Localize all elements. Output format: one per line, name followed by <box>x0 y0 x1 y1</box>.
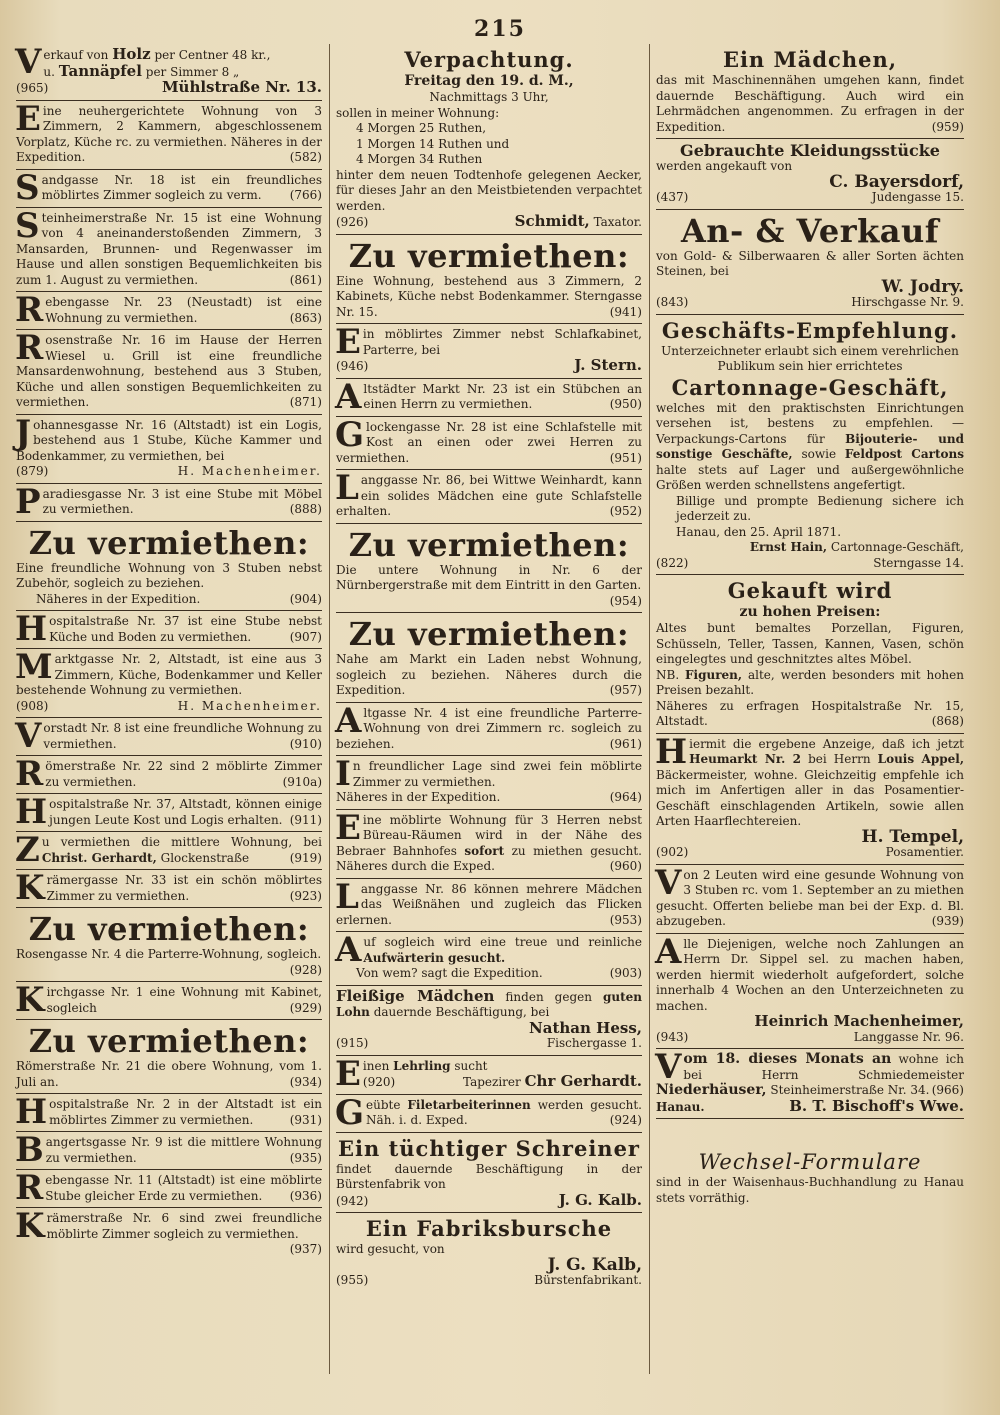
ad-number: (902) <box>656 845 689 859</box>
ad-text: Näheres in der Expedition. <box>36 591 201 606</box>
ad-signature: Nathan Hess, <box>529 1018 642 1037</box>
ad-582 <box>15 98 322 170</box>
drop-cap: B <box>15 1130 44 1170</box>
ad-number: (953) <box>609 912 642 927</box>
ad-bold: sofort <box>464 843 505 858</box>
ad-954 <box>336 524 642 614</box>
ad-number: (582) <box>289 150 322 164</box>
ad-text: Tapezirer <box>463 1075 521 1089</box>
ad-heading: Geschäfts-Empfehlung. <box>661 317 959 343</box>
ad-number: (959) <box>931 119 964 134</box>
ad-number: (941) <box>609 304 642 319</box>
drop-cap: H <box>655 731 688 772</box>
ad-907 <box>16 611 322 649</box>
drop-cap: E <box>335 807 361 848</box>
drop-cap: L <box>335 876 359 917</box>
ad-number: (951) <box>609 450 642 465</box>
ad-943 <box>655 931 964 1050</box>
ad-966 <box>656 1049 964 1119</box>
ad-437 <box>656 139 964 210</box>
ad-text: Die untere Wohnung in Nr. 6 der Nürnbergerstraße mit dem Eintritt in den Garten. <box>336 562 642 592</box>
ad-signature: Schmidt, <box>514 212 590 230</box>
ad-text: Posamentier. <box>885 845 964 859</box>
ad-heading: Ein tüchtiger Schreiner <box>338 1135 640 1161</box>
drop-cap: V <box>15 716 42 756</box>
ad-number: (903) <box>609 966 642 980</box>
ad-text: dauernde Beschäftigung, bei <box>373 1005 550 1019</box>
ad-903 <box>336 932 642 986</box>
ad-address: Fischergasse 1. <box>546 1036 642 1050</box>
drop-cap: V <box>15 42 42 82</box>
ad-number: (955) <box>336 1273 369 1287</box>
ad-signature: J. G. Kalb, <box>547 1254 642 1275</box>
ad-text: Eine freundliche Wohnung von 3 Stuben nebst Zubehör, sogleich zu beziehen. <box>16 560 322 590</box>
ad-signature: B. T. Bischoff's Wwe. <box>789 1096 964 1115</box>
ad-941 <box>336 235 642 325</box>
ad-text: per Centner 48 kr., <box>154 48 271 62</box>
drop-cap: R <box>15 290 44 330</box>
ad-911 <box>16 794 322 832</box>
ad-heading: Zu vermiethen: <box>348 615 630 653</box>
ad-bold: Heumarkt Nr. 2 <box>689 752 802 766</box>
ad-number: (961) <box>609 736 642 751</box>
ad-number: (879) <box>16 464 49 478</box>
ad-902 <box>655 731 964 865</box>
drop-cap: M <box>15 647 53 687</box>
ad-number: (935) <box>289 1150 322 1165</box>
ad-text: rämergasse Nr. 33 ist ein schön möblirtes Zimmer zu vermiethen. <box>46 873 322 903</box>
ad-bold: Lehrling <box>393 1058 451 1073</box>
ad-heading: Gebrauchte Kleidungsstücke <box>680 141 940 160</box>
ad-text: on 2 Leuten wird eine gesunde Wohnung von 3 Stuben rc. vom 1. September an zu miethen gesucht. Offerten beliebe man bei der Exp. d. Bl. abzugeben. <box>656 867 964 928</box>
drop-cap: A <box>335 376 362 417</box>
ad-text: ohannesgasse Nr. 16 (Altstadt) ist ein Logis, bestehend aus 1 Stube, Küche Kammer und Bodenkammer, zu vermiethen, bei <box>16 417 322 463</box>
ad-bold: guten Lohn <box>336 989 642 1019</box>
ad-960 <box>335 807 642 879</box>
ad-text: wird gesucht, von <box>336 1242 445 1256</box>
ad-number: (861) <box>289 272 322 287</box>
drop-cap: L <box>335 468 359 508</box>
ad-text: orstadt Nr. 8 ist eine freundliche Wohnung zu vermiethen. <box>43 721 322 751</box>
ad-text: von Gold- & Silberwaaren & aller Sorten ächten Steinen, bei <box>656 248 964 278</box>
ad-heading: Ein Fabriksbursche <box>365 1216 613 1241</box>
ad-text: uf sogleich wird eine treue und reinliche <box>363 935 642 949</box>
ad-number: (928) <box>289 962 322 977</box>
ad-text: ine neuhergerichtete Wohnung von 3 Zimmern, 2 Kammern, abgeschlossenem Vorplatz, Küche rc. zu vermiethen. Näheres in der Expedition. <box>16 103 322 164</box>
ad-holz <box>16 44 322 101</box>
ad-951 <box>335 414 642 471</box>
ad-text: finden gegen <box>505 989 592 1004</box>
ad-text: per Simmer 8 „ <box>145 64 240 79</box>
column-3 <box>656 44 964 1209</box>
ad-931 <box>16 1094 322 1132</box>
drop-cap: I <box>335 754 351 794</box>
ad-915 <box>336 986 642 1056</box>
ad-number: (942) <box>336 1193 369 1208</box>
ad-number: (950) <box>609 397 642 411</box>
ad-822 <box>656 315 964 576</box>
column-rule <box>329 44 330 1374</box>
drop-cap: V <box>655 862 682 903</box>
ad-text: erkauf von <box>43 48 109 62</box>
ad-920 <box>335 1053 642 1095</box>
ad-text: Taxator. <box>593 215 642 229</box>
ad-939 <box>655 862 964 934</box>
ad-text: ebengasse Nr. 11 (Altstadt) ist eine möblirte Stube gleicher Erde zu vermiethen. <box>45 1173 322 1203</box>
ad-signature: Ernst Hain, <box>749 540 828 554</box>
ad-heading: Zu vermiethen: <box>348 236 630 275</box>
ad-text: Nachmittags 3 Uhr, <box>429 90 549 104</box>
ad-subheading: zu hohen Preisen: <box>739 604 881 620</box>
ad-number: (915) <box>336 1036 369 1050</box>
ad-heading: An- & Verkauf <box>680 211 940 250</box>
ad-signature: H. Tempel, <box>861 826 964 847</box>
ad-number: (863) <box>289 310 322 325</box>
ad-text: Unterzeichneter erlaubt sich einem verehrlichen Publikum sein hier errichtetes <box>661 343 959 373</box>
ad-text: Cartonnage-Geschäft, <box>830 540 964 554</box>
ad-wechsel <box>656 1119 964 1209</box>
column-1 <box>16 44 322 1261</box>
ad-address: Mühlstraße Nr. 13. <box>161 78 322 96</box>
ad-number: (437) <box>656 190 689 204</box>
ad-number: (822) <box>656 555 689 570</box>
ad-address: Hirschgasse Nr. 9. <box>851 295 964 309</box>
drop-cap: A <box>655 931 682 972</box>
drop-cap: A <box>335 700 362 741</box>
ad-number: (936) <box>289 1188 322 1203</box>
drop-cap: A <box>335 930 362 970</box>
ad-text: bei Herrn <box>808 752 871 766</box>
ad-number: (766) <box>289 188 322 202</box>
ad-904 <box>16 522 322 612</box>
column-rule <box>649 44 650 1374</box>
ad-text: Billige und prompte Bedienung sichere ich jederzeit zu. <box>676 493 964 523</box>
drop-cap: V <box>655 1047 682 1087</box>
ad-text: ömerstraße Nr. 22 sind 2 möblirte Zimmer zu vermiethen. <box>45 759 322 789</box>
ad-number: (907) <box>289 629 322 644</box>
ad-text: 4 Morgen 34 Ruthen <box>356 152 483 166</box>
ad-number: (911) <box>289 812 322 827</box>
ad-number: (910a) <box>282 774 322 789</box>
ad-923 <box>16 870 322 908</box>
ad-text: sollen in meiner Wohnung: <box>336 105 500 120</box>
drop-cap: S <box>15 167 40 208</box>
ad-number: (904) <box>289 591 322 606</box>
drop-cap: K <box>15 1206 45 1246</box>
ad-926 <box>336 44 642 235</box>
ad-bold: Tannäpfel <box>58 61 142 80</box>
ad-heading: Zu vermiethen: <box>348 525 630 564</box>
ad-place: Hanau. <box>656 1099 705 1114</box>
ad-text: Römerstraße Nr. 21 die obere Wohnung, vom 1. Juli an. <box>16 1059 322 1089</box>
ad-text: teinheimerstraße Nr. 15 ist eine Wohnung von 4 aneinanderstoßenden Zimmern, 3 Mansarden, Brunnen- und Regenwasser im Hause und allen sonstigen Bequemlichkeiten bis zum 1. August zu vermiethen. <box>16 210 322 287</box>
ad-text: andgasse Nr. 18 ist ein freundliches möblirtes Zimmer sogleich zu verm. <box>41 172 322 202</box>
ad-text: werden gesucht. Näh. i. d. Exped. <box>366 1097 642 1127</box>
drop-cap: K <box>15 868 45 908</box>
ad-number: (923) <box>289 888 322 903</box>
ad-928 <box>16 908 322 982</box>
drop-cap: H <box>15 792 48 832</box>
ad-910a <box>16 756 322 794</box>
ad-signature: Chr Gerhardt. <box>524 1072 642 1090</box>
ad-text: 4 Morgen 25 Ruthen, <box>356 121 487 135</box>
ad-number: (843) <box>656 295 689 309</box>
ad-heading: Gekauft wird <box>727 578 893 603</box>
ad-953 <box>335 876 642 933</box>
ad-text: eübte <box>366 1097 401 1112</box>
drop-cap: K <box>15 980 45 1020</box>
drop-cap: H <box>15 609 48 649</box>
ad-number: (964) <box>609 790 642 804</box>
ad-text: ebengasse Nr. 23 (Neustadt) ist eine Wohnung zu vermiethen. <box>45 295 322 325</box>
drop-cap: J <box>15 412 32 453</box>
ad-text: sowie <box>801 447 837 461</box>
ad-text: irchgasse Nr. 1 eine Wohnung mit Kabinet, sogleich <box>46 985 322 1015</box>
ad-text: lockengasse Nr. 28 ist eine Schlafstelle mit Kost an einen oder zwei Herren zu vermiethen. <box>336 419 642 465</box>
ad-908 <box>16 649 322 718</box>
drop-cap: H <box>15 1092 48 1132</box>
ad-text: ltstädter Markt Nr. 23 ist ein Stübchen an einen Herrn zu vermiethen. <box>363 381 642 411</box>
ad-number: (888) <box>289 502 322 516</box>
ad-942 <box>336 1133 642 1214</box>
ad-879 <box>15 412 322 484</box>
ad-text: Altes bunt bemaltes Porzellan, Figuren, Schüsseln, Teller, Tassen, Kannen, Vasen, schön eingelegtes und geschnitztes altes Möbel. <box>656 621 964 666</box>
ad-number: (929) <box>289 1000 322 1015</box>
ad-text: Näheres zu erfragen Hospitalstraße Nr. 15, Altstadt. <box>656 698 964 728</box>
ad-text: Nahe am Markt ein Laden nebst Wohnung, sogleich zu beziehen. Näheres durch die Expedition. <box>336 652 642 697</box>
ad-number: (868) <box>931 714 964 728</box>
ad-number: (871) <box>289 395 322 409</box>
ad-heading: Wechsel-Formulare <box>698 1150 922 1174</box>
ad-heading: Zu vermiethen: <box>28 910 310 948</box>
column-2 <box>336 44 642 1292</box>
ad-number: (954) <box>609 593 642 608</box>
ad-text: ine möblirte Wohnung für 3 Herren nebst Büreau-Räumen wird in der Nähe des Bebraer Bahnhofes <box>336 812 642 858</box>
ad-bold: Holz <box>112 45 151 63</box>
ad-952 <box>336 470 642 524</box>
ad-bold: Figuren, <box>685 667 743 682</box>
ad-964 <box>336 756 642 810</box>
ad-signature: J. G. Kalb. <box>558 1190 642 1209</box>
ad-text: wohne ich bei Herrn Schmiedemeister <box>683 1052 964 1082</box>
ad-number: (908) <box>16 698 49 713</box>
drop-cap: G <box>335 1092 365 1133</box>
drop-cap: S <box>15 205 40 246</box>
ad-text: findet dauernde Beschäftigung in der Bürstenfabrik von <box>336 1161 642 1191</box>
ad-address: Langgasse Nr. 96. <box>853 1029 964 1044</box>
ad-number: (960) <box>609 859 642 873</box>
ad-text: zu miethen gesucht. Näheres durch die Exped. <box>336 843 642 873</box>
ad-871 <box>16 330 322 415</box>
ad-text: welches mit den praktischsten Einrichtungen versehen ist, bestens zu empfehlen. — Verpackungs-Cartons für <box>656 400 964 446</box>
ad-863 <box>16 292 322 330</box>
ad-number: (934) <box>289 1074 322 1089</box>
ad-text: anggasse Nr. 86 können mehrere Mädchen das Weißnähen und zugleich das Flicken erlernen. <box>336 881 642 927</box>
ad-text: ospitalstraße Nr. 2 in der Altstadt ist ein möblirtes Zimmer zu vermiethen. <box>49 1097 322 1127</box>
ad-number: (939) <box>931 914 964 928</box>
ad-text: Bäckermeister, wohne. Gleichzeitig empfehle ich mich im Anfertigen aller in das Posamentier-Geschäft einschlagenden Artikeln, sowie allen Arten Haarflechtereien. <box>656 767 964 828</box>
ad-861 <box>15 205 322 293</box>
ad-signature: H. Machenheimer. <box>177 464 322 478</box>
drop-cap: R <box>15 1168 44 1208</box>
drop-cap: P <box>15 481 41 522</box>
ad-text: anggasse Nr. 86, bei Wittwe Weinhardt, kann ein solides Mädchen eine gute Schlafstelle erhalten. <box>336 473 642 518</box>
ad-text: Eine Wohnung, bestehend aus 3 Zimmern, 2 Kabinets, Küche nebst Bodenkammer. Sterngasse Nr. 15. <box>336 273 642 319</box>
ad-address: Sterngasse 14. <box>873 555 964 570</box>
ad-bold: Christ. Gerhardt, <box>41 850 157 865</box>
ad-signature: J. Stern. <box>574 356 642 374</box>
ad-766 <box>15 167 322 208</box>
ad-number: (920) <box>362 1075 396 1089</box>
ad-number: (910) <box>289 736 322 751</box>
ad-text: ospitalstraße Nr. 37 ist eine Stube nebst Küche und Boden zu vermiethen. <box>49 614 322 644</box>
ad-text: osenstraße Nr. 16 im Hause der Herren Wiesel u. Grill ist eine freundliche Mansardenwohnung, bestehend aus 3 Stuben, Küche und allen sonstigen Bequemlichkeiten zu vermiethen. <box>16 333 322 409</box>
drop-cap: E <box>335 322 361 362</box>
drop-cap: G <box>335 414 365 455</box>
ad-950 <box>335 376 642 417</box>
ad-text: ltgasse Nr. 4 ist eine freundliche Parterre-Wohnung von drei Zimmern rc. sogleich zu beziehen. <box>336 705 642 751</box>
ad-961 <box>335 700 642 757</box>
ad-signature: C. Bayersdorf, <box>829 171 964 192</box>
ad-text: iermit die ergebene Anzeige, daß ich jetzt <box>689 736 964 751</box>
ad-signature: H. Machenheimer. <box>177 698 322 713</box>
ad-843 <box>656 210 964 315</box>
ad-text: in möblirtes Zimmer nebst Schlafkabinet, Parterre, bei <box>362 327 642 357</box>
ad-text: alte, werden besonders mit hohen Preisen bezahlt. <box>656 667 964 697</box>
ad-number: (919) <box>289 850 322 865</box>
ad-934 <box>16 1020 322 1094</box>
ad-957 <box>336 613 642 703</box>
ad-888 <box>15 481 322 522</box>
drop-cap: E <box>15 98 41 139</box>
ad-text: u vermiethen die mittlere Wohnung, bei <box>41 835 322 849</box>
ad-text: u. <box>43 64 55 79</box>
ad-text: lle Diejenigen, welche noch Zahlungen an Herrn Dr. Sippel sel. zu machen haben, werden hiermit wiederholt aufgefordert, solche innerhalb 4 Wochen an den Unterzeichneten zu machen. <box>656 936 964 1013</box>
ad-text: hinter dem neuen Todtenhofe gelegenen Aecker, für dieses Jahr an den Meistbietenden verpachtet werden. <box>336 167 642 213</box>
ad-text: Näheres in der Expedition. <box>336 790 501 804</box>
ad-955 <box>336 1213 642 1292</box>
ad-number: (952) <box>609 504 642 518</box>
ad-935 <box>16 1132 322 1170</box>
ad-business-name: Cartonnage-Geschäft, <box>671 374 949 400</box>
ad-number: (943) <box>656 1029 689 1044</box>
ad-bold: Niederhäuser, <box>656 1082 767 1098</box>
ad-text: arktgasse Nr. 2, Altstadt, ist eine aus 3 Zimmern, Küche, Bodenkammer und Keller bestehende Wohnung zu vermiethen. <box>16 652 322 697</box>
ad-bold: Louis Appel, <box>877 752 964 766</box>
ad-subheading: Freitag den 19. d. M., <box>404 73 574 89</box>
ad-text: ospitalstraße Nr. 37, Altstadt, können einige jungen Leute Kost und Logis erhalten. <box>49 797 322 827</box>
ad-919 <box>16 832 322 870</box>
ad-text: sind in der Waisenhaus-Buchhandlung zu Hanau stets vorräthig. <box>656 1175 964 1205</box>
ad-bold: Filetarbeiterinnen <box>407 1097 531 1112</box>
drop-cap: R <box>15 754 44 794</box>
ad-929 <box>16 982 322 1020</box>
ad-bold: Aufwärterin gesucht. <box>363 950 506 965</box>
ad-text: inen <box>362 1058 390 1073</box>
ad-bold: Bijouterie- und sonstige Geschäfte, <box>656 431 964 461</box>
ad-text: aradiesgasse Nr. 3 ist eine Stube mit Möbel zu vermiethen. <box>42 486 322 516</box>
ad-bold: Fleißige Mädchen <box>336 986 495 1005</box>
ad-text: rämerstraße Nr. 6 sind zwei freundliche möblirte Zimmer sogleich zu vermiethen. <box>46 1211 322 1241</box>
ad-text: Bürstenfabrikant. <box>534 1273 642 1287</box>
ad-heading: Ein Mädchen, <box>722 47 898 72</box>
ad-address: Judengasse 15. <box>871 190 964 204</box>
ad-number: (926) <box>336 215 369 229</box>
ad-text: angertsgasse Nr. 9 ist die mittlere Wohnung zu vermiethen. <box>45 1135 322 1165</box>
ad-heading: Zu vermiethen: <box>28 1022 310 1060</box>
ad-number: (931) <box>289 1112 322 1127</box>
ad-text: werden angekauft von <box>656 159 793 173</box>
ad-936 <box>16 1170 322 1208</box>
ad-number: (946) <box>336 359 369 373</box>
ad-text: 1 Morgen 14 Ruthen und <box>356 136 510 151</box>
ad-text: Von wem? sagt die Expedition. <box>356 966 543 980</box>
ad-bold: Feldpost Cartons <box>844 447 964 461</box>
ad-text: Glockenstraße <box>160 850 250 865</box>
ad-number: (966) <box>931 1083 964 1097</box>
ad-heading: Zu vermiethen: <box>28 523 310 562</box>
ad-text: NB. <box>656 667 680 682</box>
drop-cap: Z <box>15 830 40 870</box>
ad-868 <box>656 575 964 734</box>
ad-text: sucht <box>454 1058 488 1073</box>
ad-959 <box>656 44 964 139</box>
ad-text: Steinheimerstraße Nr. 34. <box>770 1083 930 1097</box>
ad-910 <box>16 718 322 756</box>
ad-signature: Heinrich Machenheimer, <box>754 1012 964 1030</box>
ad-937 <box>16 1208 322 1261</box>
ad-924 <box>335 1092 642 1133</box>
ad-text: halte stets auf Lager und außergewöhnliche Größen werden schnellstens angefertigt. <box>656 462 964 492</box>
ad-date: Hanau, den 25. April 1871. <box>676 524 842 539</box>
ad-heading: Verpachtung. <box>404 47 574 72</box>
drop-cap: R <box>15 328 44 368</box>
ad-number: (924) <box>609 1113 642 1127</box>
drop-cap: E <box>335 1053 361 1094</box>
ad-text: das mit Maschinennähen umgehen kann, findet dauernde Beschäftigung. Auch wird ein Lehrmädchen angenommen. Zu erfragen in der Expedition. <box>656 73 964 134</box>
page-number: 215 <box>474 16 526 42</box>
ad-number: (965) <box>16 81 49 95</box>
ad-text: Rosengasse Nr. 4 die Parterre-Wohnung, sogleich. <box>16 947 322 961</box>
ad-bold: om 18. dieses Monats an <box>683 1051 892 1067</box>
ad-946 <box>336 324 642 379</box>
ad-number: (937) <box>289 1242 322 1256</box>
ad-number: (957) <box>609 683 642 697</box>
ad-text: n freundlicher Lage sind zwei fein möblirte Zimmer zu vermiethen. <box>352 759 642 789</box>
ad-signature: W. Jodry. <box>881 276 964 297</box>
